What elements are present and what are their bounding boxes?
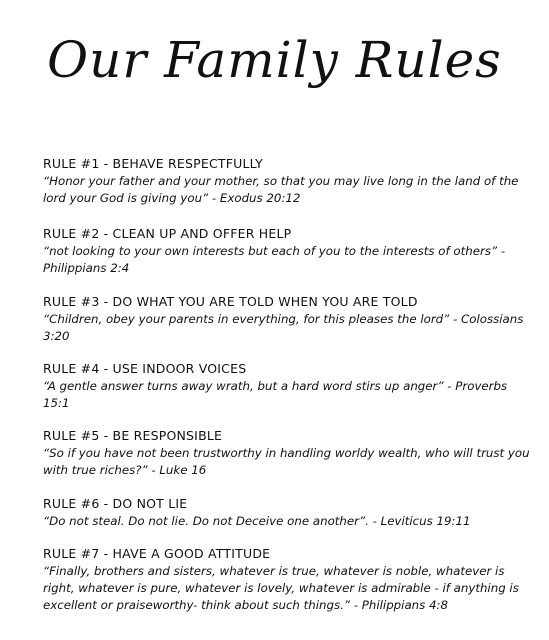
rule-heading: RULE #3 - DO WHAT YOU ARE TOLD WHEN YOU ARE TOLD <box>43 294 418 309</box>
rule-heading: RULE #6 - DO NOT LIE <box>43 496 188 511</box>
rule-heading: RULE #1 - BEHAVE RESPECTFULLY <box>43 156 263 171</box>
rule-heading: RULE #5 - BE RESPONSIBLE <box>43 428 223 443</box>
rule-verse: “Do not steal. Do not lie. Do not Deceive one another”. - Leviticus 19:11 <box>43 514 471 528</box>
rule-verse: “not looking to your own interests but each of you to the interests of others” - Philippians 2:4 <box>43 244 506 275</box>
rule-heading: RULE #7 - HAVE A GOOD ATTITUDE <box>43 546 271 561</box>
rule-item <box>43 545 533 614</box>
rule-heading: RULE #4 - USE INDOOR VOICES <box>43 361 247 376</box>
rule-verse: “So if you have not been trustworthy in handling worldy wealth, who will trust you with true riches?” - Luke 16 <box>43 446 530 477</box>
rule-item <box>43 495 533 530</box>
rule-heading: RULE #2 - CLEAN UP AND OFFER HELP <box>43 226 292 241</box>
rule-verse: “A gentle answer turns away wrath, but a hard word stirs up anger” - Proverbs 15:1 <box>43 379 508 410</box>
rule-item <box>43 427 533 479</box>
page-title: Our Family Rules <box>47 31 502 89</box>
rule-verse: “Finally, brothers and sisters, whatever is true, whatever is noble, whatever is right, whatever is pure, whatever is lovely, whatever is admirable - if anything is excellent or praiseworthy- think about such things.” - Philippians 4:8 <box>43 564 519 612</box>
rule-item <box>43 293 533 345</box>
rule-item <box>43 155 533 207</box>
rule-verse: “Honor your father and your mother, so that you may live long in the land of the lord your God is giving you” - Exodus 20:12 <box>43 174 519 205</box>
rule-verse: “Children, obey your parents in everything, for this pleases the lord” - Colossians 3:20 <box>43 312 524 343</box>
rule-item <box>43 360 533 412</box>
rule-item <box>43 225 533 277</box>
